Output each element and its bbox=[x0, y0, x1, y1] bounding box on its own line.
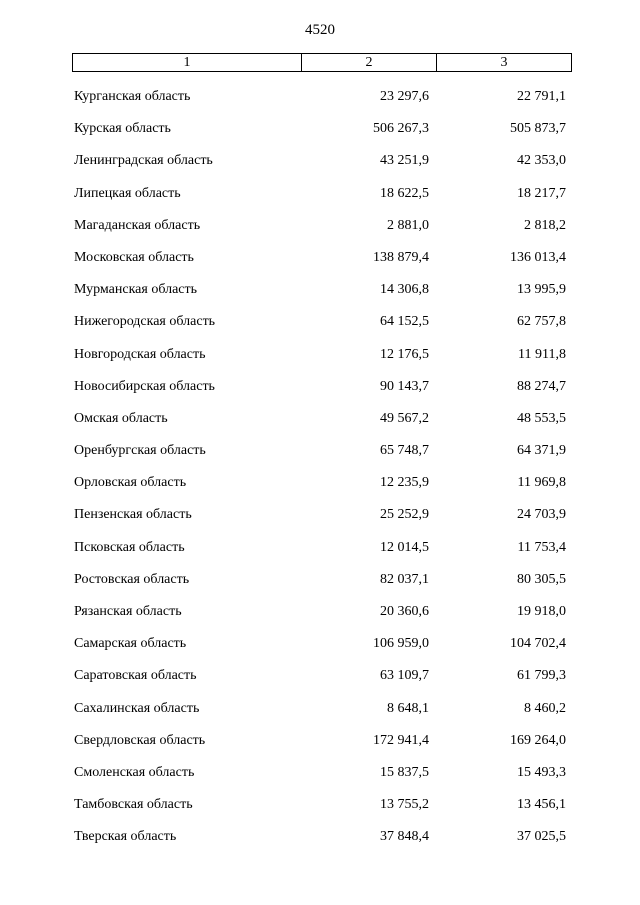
value-column-3: 11 969,8 bbox=[517, 475, 566, 491]
table-row bbox=[0, 149, 640, 181]
table-row bbox=[0, 439, 640, 471]
region-name: Московская область bbox=[74, 249, 194, 265]
value-column-3: 13 995,9 bbox=[517, 282, 566, 298]
table-row bbox=[0, 825, 640, 857]
value-column-2: 90 143,7 bbox=[380, 378, 429, 394]
value-column-3: 18 217,7 bbox=[517, 185, 566, 201]
region-name: Смоленская область bbox=[74, 764, 195, 780]
value-column-3: 61 799,3 bbox=[517, 668, 566, 684]
value-column-2: 106 959,0 bbox=[373, 636, 429, 652]
page-number: 4520 bbox=[305, 22, 335, 38]
value-column-2: 63 109,7 bbox=[380, 668, 429, 684]
column-header-1: 1 bbox=[73, 54, 302, 71]
table-row bbox=[0, 182, 640, 214]
value-column-2: 138 879,4 bbox=[373, 249, 429, 265]
value-column-2: 20 360,6 bbox=[380, 604, 429, 619]
table-row bbox=[0, 343, 640, 375]
table-row bbox=[0, 471, 640, 503]
value-column-2: 15 837,5 bbox=[380, 764, 429, 780]
table-row bbox=[0, 310, 640, 342]
region-name: Орловская область bbox=[74, 475, 187, 491]
table-row bbox=[0, 246, 640, 278]
column-header-row bbox=[72, 53, 572, 72]
region-name: Псковская область bbox=[74, 539, 185, 555]
table-row bbox=[0, 117, 640, 149]
table-row bbox=[0, 664, 640, 696]
region-name: Курская область bbox=[74, 121, 171, 137]
region-name: Рязанская область bbox=[74, 604, 182, 619]
region-name: Свердловская область bbox=[74, 732, 206, 748]
region-name: Ростовская область bbox=[74, 571, 190, 587]
value-column-2: 12 176,5 bbox=[380, 346, 429, 362]
region-name: Тамбовская область bbox=[74, 797, 193, 813]
region-name: Магаданская область bbox=[74, 217, 201, 233]
value-column-3: 8 460,2 bbox=[524, 700, 566, 716]
value-column-2: 23 297,6 bbox=[380, 89, 429, 104]
value-column-3: 13 456,1 bbox=[517, 797, 566, 813]
value-column-2: 12 014,5 bbox=[380, 539, 429, 555]
table-row bbox=[0, 761, 640, 793]
value-column-3: 24 703,9 bbox=[517, 507, 566, 523]
value-column-2: 82 037,1 bbox=[380, 571, 429, 587]
table-row bbox=[0, 85, 640, 117]
value-column-2: 25 252,9 bbox=[380, 507, 429, 523]
column-header-3: 3 bbox=[500, 54, 508, 70]
table-row bbox=[0, 697, 640, 729]
value-column-2: 14 306,8 bbox=[380, 282, 429, 298]
region-name: Новгородская область bbox=[74, 346, 206, 362]
value-column-3: 22 791,1 bbox=[517, 89, 566, 104]
value-column-3: 37 025,5 bbox=[517, 829, 566, 845]
table-row bbox=[0, 214, 640, 246]
value-column-2: 506 267,3 bbox=[373, 121, 429, 137]
value-column-3: 48 553,5 bbox=[517, 410, 566, 426]
region-name: Омская область bbox=[74, 410, 168, 426]
table-row bbox=[0, 793, 640, 825]
region-name: Оренбургская область bbox=[74, 443, 206, 459]
region-name: Тверская область bbox=[74, 829, 177, 845]
region-name: Самарская область bbox=[74, 636, 187, 652]
value-column-2: 64 152,5 bbox=[380, 314, 429, 330]
value-column-2: 65 748,7 bbox=[380, 443, 429, 459]
region-name: Пензенская область bbox=[74, 507, 192, 523]
value-column-3: 11 911,8 bbox=[518, 346, 566, 362]
value-column-3: 169 264,0 bbox=[510, 732, 566, 748]
value-column-3: 15 493,3 bbox=[517, 764, 566, 780]
value-column-3: 104 702,4 bbox=[510, 636, 566, 652]
value-column-3: 505 873,7 bbox=[510, 121, 566, 137]
value-column-3: 136 013,4 bbox=[510, 249, 566, 265]
table-row bbox=[0, 407, 640, 439]
value-column-3: 11 753,4 bbox=[517, 539, 566, 555]
value-column-3: 62 757,8 bbox=[517, 314, 566, 330]
column-header-2: 2 bbox=[302, 54, 437, 71]
table-row bbox=[0, 503, 640, 535]
table-row bbox=[0, 600, 640, 632]
value-column-3: 64 371,9 bbox=[517, 443, 566, 459]
value-column-3: 80 305,5 bbox=[517, 571, 566, 587]
region-name: Липецкая область bbox=[74, 185, 181, 201]
value-column-2: 172 941,4 bbox=[373, 732, 429, 748]
region-name: Курганская область bbox=[74, 89, 191, 104]
region-name: Сахалинская область bbox=[74, 700, 200, 716]
value-column-3: 2 818,2 bbox=[524, 217, 566, 233]
table-row bbox=[0, 568, 640, 600]
table-row bbox=[0, 729, 640, 761]
value-column-2: 43 251,9 bbox=[380, 153, 429, 169]
value-column-2: 13 755,2 bbox=[380, 797, 429, 813]
value-column-2: 37 848,4 bbox=[380, 829, 429, 845]
value-column-2: 2 881,0 bbox=[387, 217, 429, 233]
value-column-3: 19 918,0 bbox=[517, 604, 566, 619]
region-name: Мурманская область bbox=[74, 282, 198, 298]
region-name: Нижегородская область bbox=[74, 314, 216, 330]
table-row bbox=[0, 632, 640, 664]
value-column-3: 88 274,7 bbox=[517, 378, 566, 394]
value-column-3: 42 353,0 bbox=[517, 153, 566, 169]
value-column-2: 18 622,5 bbox=[380, 185, 429, 201]
table-row bbox=[0, 536, 640, 568]
value-column-2: 49 567,2 bbox=[380, 410, 429, 426]
table-row bbox=[0, 375, 640, 407]
table-row bbox=[0, 278, 640, 310]
table-body bbox=[0, 85, 640, 858]
value-column-2: 12 235,9 bbox=[380, 475, 429, 491]
region-name: Новосибирская область bbox=[74, 378, 215, 394]
region-name: Саратовская область bbox=[74, 668, 197, 684]
value-column-2: 8 648,1 bbox=[387, 700, 429, 716]
region-name: Ленинградская область bbox=[74, 153, 213, 169]
